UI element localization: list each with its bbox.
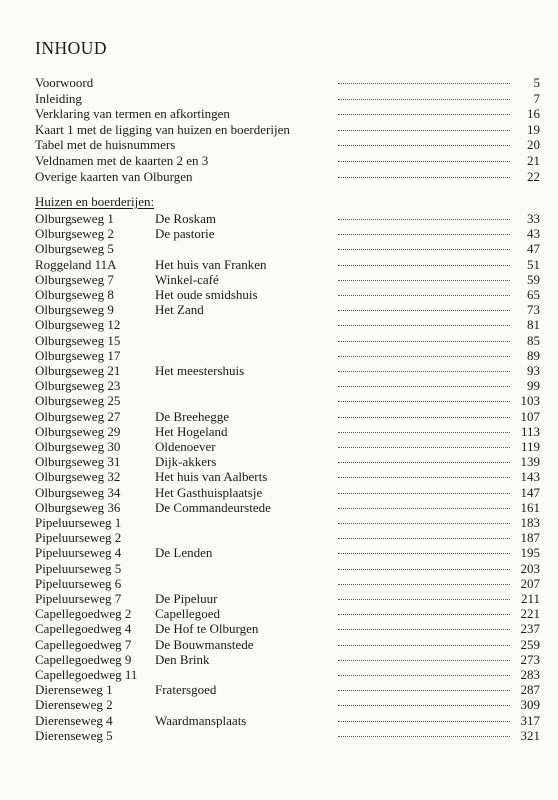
entry-page: 287 [520, 682, 540, 698]
entry-page: 119 [520, 439, 540, 454]
house-name: Den Brink [155, 651, 210, 667]
entry-page: 183 [520, 515, 540, 530]
house-address: Olburgseweg 30 [35, 439, 121, 454]
dot-leader [338, 584, 510, 585]
entry-page: 317 [520, 712, 540, 728]
house-address: Olburgseweg 23 [35, 378, 121, 394]
house-name: De Roskam [155, 211, 217, 226]
entry-label: Voorwoord [35, 75, 94, 90]
house-name: Het oude smidshuis [155, 287, 258, 302]
entry-page: 211 [520, 591, 540, 606]
house-address: Olburgseweg 34 [35, 484, 121, 500]
entry-page: 89 [527, 347, 540, 363]
toc-entry [35, 137, 540, 152]
entry-page: 20 [527, 137, 540, 153]
entry-page: 221 [520, 606, 540, 622]
house-name: De pastorie [155, 226, 215, 242]
toc-entry [35, 333, 540, 348]
toc-entry [35, 576, 540, 591]
entry-page: 321 [520, 727, 540, 743]
house-address: Pipeluurseweg 2 [35, 530, 122, 546]
dot-leader [338, 705, 510, 706]
entry-page: 16 [527, 106, 540, 122]
toc-entry [35, 169, 540, 184]
house-name: De Lenden [155, 545, 213, 561]
dot-leader [338, 675, 510, 676]
dot-leader [338, 569, 510, 570]
dot-leader [338, 462, 510, 463]
dot-leader [338, 553, 510, 554]
dot-leader [338, 341, 510, 342]
toc-entry [35, 591, 540, 606]
entry-page: 73 [527, 302, 540, 318]
house-address: Pipeluurseweg 1 [35, 515, 122, 530]
dot-leader [338, 161, 510, 162]
house-address: Capellegoedweg 11 [35, 667, 138, 682]
toc-entry [35, 226, 540, 241]
house-name: De Pipeluur [155, 591, 218, 606]
toc-entry [35, 91, 540, 106]
entry-page: 22 [527, 168, 540, 184]
toc-entry [35, 378, 540, 393]
entry-page: 207 [520, 575, 540, 591]
house-address: Olburgseweg 21 [35, 363, 121, 378]
entry-page: 5 [533, 75, 540, 90]
house-address: Capellegoedweg 7 [35, 636, 132, 652]
dot-leader [338, 371, 510, 372]
entry-page: 309 [520, 697, 540, 713]
entry-page: 283 [520, 667, 540, 682]
toc-entry [35, 667, 540, 682]
entry-label: Kaart 1 met de ligging van huizen en boerderijen [35, 121, 290, 137]
entry-page: 273 [520, 651, 540, 667]
entry-page: 237 [520, 621, 540, 637]
entry-page: 7 [533, 90, 540, 106]
entry-page: 21 [527, 153, 540, 168]
dot-leader [338, 477, 510, 478]
house-name: Het huis van Franken [155, 256, 267, 272]
house-name: De Commandeurstede [155, 499, 271, 515]
entry-page: 81 [527, 317, 540, 333]
dot-leader [338, 417, 510, 418]
toc-entry [35, 682, 540, 697]
dot-leader [338, 234, 510, 235]
dot-leader [338, 401, 510, 402]
house-address: Olburgseweg 2 [35, 226, 114, 242]
entry-page: 195 [520, 545, 540, 561]
house-address: Capellegoedweg 2 [35, 606, 132, 622]
house-name: Oldenoever [155, 439, 216, 454]
toc-entry [35, 545, 540, 560]
house-name: Het meestershuis [155, 363, 245, 378]
toc-entry [35, 257, 540, 272]
toc-entry [35, 241, 540, 256]
house-address: Roggeland 11A [35, 256, 117, 272]
toc-entry [35, 75, 540, 90]
entry-label: Overige kaarten van Olburgen [35, 168, 193, 184]
toc-entry [35, 652, 540, 667]
house-name: De Bouwmanstede [155, 636, 254, 652]
dot-leader [338, 325, 510, 326]
dot-leader [338, 219, 510, 220]
dot-leader [338, 386, 510, 387]
house-address: Pipeluurseweg 5 [35, 560, 122, 576]
house-address: Capellegoedweg 9 [35, 651, 132, 667]
house-name: Het Hogeland [155, 423, 228, 439]
entry-page: 147 [520, 484, 540, 500]
toc-entry [35, 424, 540, 439]
dot-leader [338, 280, 510, 281]
toc-entry [35, 485, 540, 500]
entry-page: 103 [520, 393, 540, 409]
house-address: Olburgseweg 12 [35, 317, 121, 333]
dot-leader [338, 629, 510, 630]
house-name: Fratersgoed [155, 682, 217, 698]
toc-entry [35, 106, 540, 121]
house-address: Olburgseweg 8 [35, 287, 114, 302]
toc-entry [35, 287, 540, 302]
page-title: INHOUD [35, 38, 108, 58]
house-address: Olburgseweg 5 [35, 241, 114, 257]
house-address: Dierenseweg 4 [35, 712, 113, 728]
entry-page: 99 [527, 378, 540, 394]
house-address: Dierenseweg 1 [35, 682, 113, 698]
toc-entry [35, 348, 540, 363]
dot-leader [338, 508, 510, 509]
entry-label: Tabel met de huisnummers [35, 137, 176, 153]
toc-entry [35, 272, 540, 287]
dot-leader [338, 114, 510, 115]
entry-page: 187 [520, 530, 540, 546]
entry-page: 65 [527, 287, 540, 302]
entry-page: 33 [527, 211, 540, 226]
toc-entry [35, 637, 540, 652]
dot-leader [338, 523, 510, 524]
toc-entry [35, 728, 540, 743]
house-name: Het Gasthuisplaatsje [155, 484, 263, 500]
house-address: Olburgseweg 25 [35, 393, 121, 409]
house-address: Olburgseweg 15 [35, 332, 121, 348]
house-name: Het huis van Aalberts [155, 469, 268, 485]
dot-leader [338, 177, 510, 178]
house-name: Het Zand [155, 302, 204, 318]
toc-entry [35, 606, 540, 621]
toc-entry [35, 439, 540, 454]
toc-entry [35, 454, 540, 469]
toc-entry [35, 530, 540, 545]
dot-leader [338, 265, 510, 266]
entry-page: 19 [527, 121, 540, 137]
dot-leader [338, 493, 510, 494]
house-address: Olburgseweg 36 [35, 499, 121, 515]
house-address: Pipeluurseweg 4 [35, 545, 122, 561]
toc-entry [35, 211, 540, 226]
house-name: Waardmansplaats [155, 712, 247, 728]
dot-leader [338, 538, 510, 539]
house-name: Dijk-akkers [155, 454, 217, 470]
dot-leader [338, 249, 510, 250]
entry-page: 161 [520, 499, 540, 515]
toc-entry [35, 469, 540, 484]
house-address: Pipeluurseweg 7 [35, 591, 122, 606]
toc-entry [35, 515, 540, 530]
house-address: Capellegoedweg 4 [35, 621, 132, 637]
dot-leader [338, 599, 510, 600]
entry-page: 51 [527, 256, 540, 272]
toc-entry [35, 122, 540, 137]
toc-entry [35, 409, 540, 424]
entry-page: 59 [527, 271, 540, 287]
toc-entry [35, 621, 540, 636]
entry-page: 47 [527, 241, 540, 257]
house-address: Dierenseweg 2 [35, 697, 113, 713]
entry-page: 85 [527, 332, 540, 348]
entry-page: 259 [520, 636, 540, 652]
dot-leader [338, 83, 510, 84]
house-name: Capellegoed [155, 606, 220, 622]
toc-entry [35, 363, 540, 378]
house-address: Olburgseweg 17 [35, 347, 121, 363]
house-address: Olburgseweg 1 [35, 211, 114, 226]
dot-leader [338, 660, 510, 661]
dot-leader [338, 99, 510, 100]
entry-page: 113 [520, 423, 540, 439]
entry-page: 143 [520, 469, 540, 485]
entry-label: Veldnamen met de kaarten 2 en 3 [35, 153, 209, 168]
toc-entry [35, 500, 540, 515]
toc-entry [35, 317, 540, 332]
house-name: De Breehegge [155, 408, 229, 424]
entry-label: Inleiding [35, 90, 82, 106]
entry-page: 107 [520, 408, 540, 424]
toc-entry [35, 153, 540, 168]
dot-leader [338, 645, 510, 646]
dot-leader [338, 614, 510, 615]
entry-label: Verklaring van termen en afkortingen [35, 106, 230, 122]
entry-page: 203 [520, 560, 540, 576]
toc-entry [35, 697, 540, 712]
toc-entry [35, 713, 540, 728]
dot-leader [338, 356, 510, 357]
dot-leader [338, 130, 510, 131]
house-name: De Hof te Olburgen [155, 621, 259, 637]
entry-page: 139 [520, 454, 540, 470]
house-address: Pipeluurseweg 6 [35, 575, 122, 591]
dot-leader [338, 721, 510, 722]
dot-leader [338, 736, 510, 737]
house-address: Olburgseweg 9 [35, 302, 114, 318]
house-address: Olburgseweg 27 [35, 408, 121, 424]
dot-leader [338, 690, 510, 691]
house-address: Dierenseweg 5 [35, 727, 113, 743]
house-address: Olburgseweg 7 [35, 271, 114, 287]
house-address: Olburgseweg 29 [35, 423, 121, 439]
dot-leader [338, 145, 510, 146]
toc-entry [35, 561, 540, 576]
house-address: Olburgseweg 31 [35, 454, 121, 470]
entry-page: 43 [527, 226, 540, 242]
toc-entry [35, 393, 540, 408]
house-name: Winkel-café [155, 271, 219, 287]
dot-leader [338, 432, 510, 433]
section-heading: Huizen en boerderijen: [35, 194, 155, 209]
house-address: Olburgseweg 32 [35, 469, 121, 485]
entry-page: 93 [527, 363, 540, 378]
toc-entry [35, 302, 540, 317]
dot-leader [338, 295, 510, 296]
dot-leader [338, 310, 510, 311]
dot-leader [338, 447, 510, 448]
